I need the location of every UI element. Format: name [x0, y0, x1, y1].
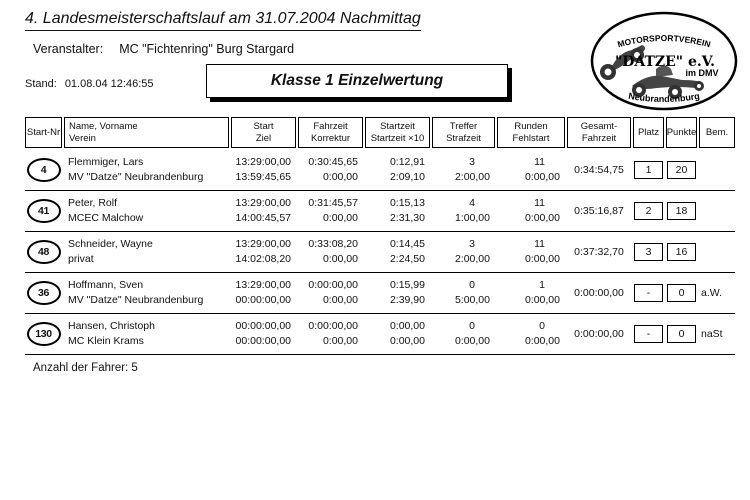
bem-value: naSt	[701, 327, 723, 340]
driver-name: Hoffmann, Sven	[68, 279, 144, 291]
stand-label: Stand:	[25, 78, 57, 90]
header-name-verein	[64, 117, 229, 148]
driver-club: MC Klein Krams	[68, 335, 144, 347]
korrektur-value: 0:00,00	[322, 294, 358, 306]
fahrzeit-cell	[298, 319, 363, 349]
punkte-box: 0	[667, 284, 696, 302]
table-row	[25, 314, 735, 355]
startzeit-value: 0:00,00	[389, 320, 425, 332]
platz-cell	[633, 284, 664, 302]
start-ziel-cell	[231, 319, 296, 349]
gesamt-value: 0:34:54,75	[574, 163, 624, 176]
treffer-cell	[432, 278, 495, 308]
treffer-cell	[432, 196, 495, 226]
header-text: Gesamt-	[580, 120, 618, 132]
header-start-ziel	[231, 117, 296, 148]
header-treffer	[432, 117, 495, 148]
ziel-value: 14:00:45,57	[235, 212, 291, 224]
startnr-badge: 36	[27, 281, 61, 305]
name-verein-cell	[64, 237, 229, 267]
runden-value: 11	[534, 238, 545, 250]
startzeit-value: 0:14,45	[389, 238, 425, 250]
class-title-box	[206, 64, 508, 98]
strafzeit-value: 5:00,00	[454, 294, 490, 306]
start-ziel-cell	[231, 196, 296, 226]
startnr-badge: 41	[27, 199, 61, 223]
header-punkte	[666, 117, 697, 148]
table-row	[25, 273, 735, 314]
start-ziel-cell	[231, 278, 296, 308]
fahrzeit-cell	[298, 196, 363, 226]
punkte-cell	[666, 202, 697, 220]
gesamt-value: 0:00:00,00	[574, 286, 624, 299]
runden-cell	[497, 237, 565, 267]
header-startzeit	[365, 117, 430, 148]
driver-club: MV "Datze" Neubrandenburg	[68, 294, 204, 306]
gesamt-value: 0:35:16,87	[574, 204, 624, 217]
treffer-value: 3	[469, 156, 475, 168]
startzeit10-value: 2:24,50	[389, 253, 425, 265]
results-table	[25, 117, 735, 355]
startzeit10-value: 2:09,10	[389, 171, 425, 183]
platz-box: 3	[634, 243, 663, 261]
bem-cell	[699, 327, 735, 342]
organizer-label: Veranstalter:	[33, 42, 104, 56]
fehlstart-value: 0:00,00	[524, 212, 560, 224]
driver-name: Hansen, Christoph	[68, 320, 155, 332]
strafzeit-value: 2:00,00	[454, 171, 490, 183]
header-fahrzeit	[298, 117, 363, 148]
platz-box: 2	[634, 202, 663, 220]
startzeit-cell	[365, 278, 430, 308]
start-value: 13:29:00,00	[235, 279, 291, 291]
startzeit-value: 0:12,91	[389, 156, 425, 168]
header-text: Fehlstart	[512, 132, 550, 144]
gesamt-cell	[567, 163, 631, 178]
punkte-cell	[666, 284, 697, 302]
korrektur-value: 0:00,00	[322, 253, 358, 265]
gesamt-cell	[567, 286, 631, 301]
club-logo-graphic	[586, 8, 744, 114]
platz-cell	[633, 202, 664, 220]
startzeit-cell	[365, 196, 430, 226]
header-text: Verein	[69, 132, 96, 144]
startzeit-value: 0:15,13	[389, 197, 425, 209]
organizer-line	[33, 42, 294, 56]
status-line	[25, 78, 154, 90]
runden-cell	[497, 319, 565, 349]
runden-value: 1	[539, 279, 545, 291]
runden-cell	[497, 278, 565, 308]
start-ziel-cell	[231, 237, 296, 267]
header-text: Startzeit ×10	[370, 132, 425, 144]
startnr-badge: 4	[27, 158, 61, 182]
fahrzeit-value: 0:31:45,57	[308, 197, 358, 209]
gesamt-cell	[567, 245, 631, 260]
table-row	[25, 232, 735, 273]
stand-timestamp: 01.08.04 12:46:55	[64, 78, 154, 90]
driver-name: Flemmiger, Lars	[68, 156, 144, 168]
header-text: Fahrzeit	[581, 132, 617, 144]
startzeit-cell	[365, 319, 430, 349]
start-value: 13:29:00,00	[235, 156, 291, 168]
strafzeit-value: 2:00,00	[454, 253, 490, 265]
fahrzeit-value: 0:30:45,65	[308, 156, 358, 168]
runden-value: 11	[534, 197, 545, 209]
class-title: Klasse 1 Einzelwertung	[270, 72, 444, 89]
name-verein-cell	[64, 319, 229, 349]
startzeit-cell	[365, 237, 430, 267]
fahrzeit-cell	[298, 237, 363, 267]
header-platz	[633, 117, 664, 148]
start-value: 00:00:00,00	[235, 320, 291, 332]
header-text: Korrektur	[310, 132, 351, 144]
fahrzeit-cell	[298, 155, 363, 185]
table-row	[25, 150, 735, 191]
header-gesamt	[567, 117, 631, 148]
treffer-value: 3	[469, 238, 475, 250]
korrektur-value: 0:00,00	[322, 212, 358, 224]
ziel-value: 14:02:08,20	[235, 253, 291, 265]
startzeit-value: 0:15,99	[389, 279, 425, 291]
runden-cell	[497, 196, 565, 226]
fahrzeit-value: 0:00:00,00	[308, 320, 358, 332]
logo-text-city: Neubrandenburg	[627, 90, 701, 105]
startnr-cell	[25, 199, 62, 223]
fahrzeit-cell	[298, 278, 363, 308]
platz-box: 1	[634, 161, 663, 179]
table-row	[25, 191, 735, 232]
treffer-cell	[432, 237, 495, 267]
table-body	[25, 150, 735, 355]
fahrzeit-value: 0:00:00,00	[308, 279, 358, 291]
startnr-cell	[25, 281, 62, 305]
header-text: Fahrzeit	[313, 120, 348, 132]
header-text: Start	[253, 120, 274, 132]
korrektur-value: 0:00,00	[322, 171, 358, 183]
driver-count: Anzahl der Fahrer: 5	[33, 362, 138, 374]
fahrzeit-value: 0:33:08,20	[308, 238, 358, 250]
driver-club: privat	[68, 253, 94, 265]
bem-value: a.W.	[701, 286, 723, 299]
punkte-box: 20	[667, 161, 696, 179]
startnr-badge: 48	[27, 240, 61, 264]
platz-cell	[633, 325, 664, 343]
header-text: Strafzeit	[446, 132, 481, 144]
startnr-cell	[25, 322, 62, 346]
header-text: Start-Nr	[26, 126, 61, 138]
name-verein-cell	[64, 196, 229, 226]
header-text: Name, Vorname	[69, 120, 138, 132]
gesamt-cell	[567, 327, 631, 342]
ziel-value: 00:00:00,00	[235, 294, 291, 306]
header-text: Platz	[637, 126, 660, 138]
header-text: Runden	[514, 120, 548, 132]
gesamt-cell	[567, 204, 631, 219]
logo-text-verein: MOTORSPORTVEREIN	[616, 32, 712, 50]
startzeit10-value: 2:31,30	[389, 212, 425, 224]
fehlstart-value: 0:00,00	[524, 335, 560, 347]
fehlstart-value: 0:00,00	[524, 253, 560, 265]
startnr-cell	[25, 158, 62, 182]
startzeit10-value: 0:00,00	[389, 335, 425, 347]
punkte-box: 16	[667, 243, 696, 261]
driver-club: MV "Datze" Neubrandenburg	[68, 171, 204, 183]
punkte-cell	[666, 243, 697, 261]
organizer-value: MC "Fichtenring" Burg Stargard	[119, 42, 295, 56]
runden-cell	[497, 155, 565, 185]
treffer-value: 4	[469, 197, 475, 209]
platz-cell	[633, 161, 664, 179]
header-text: Treffer	[449, 120, 478, 132]
header-runden	[497, 117, 565, 148]
treffer-cell	[432, 319, 495, 349]
strafzeit-value: 1:00,00	[454, 212, 490, 224]
club-logo	[586, 8, 744, 119]
table-header-row	[25, 117, 735, 148]
startnr-cell	[25, 240, 62, 264]
header-startnr	[25, 117, 62, 148]
runden-value: 11	[534, 156, 545, 168]
header-text: Ziel	[255, 132, 272, 144]
punkte-cell	[666, 161, 697, 179]
punkte-cell	[666, 325, 697, 343]
ziel-value: 00:00:00,00	[235, 335, 291, 347]
treffer-value: 0	[469, 320, 475, 332]
start-value: 13:29:00,00	[235, 238, 291, 250]
header-bem	[699, 117, 735, 148]
platz-box: -	[634, 284, 663, 302]
punkte-box: 0	[667, 325, 696, 343]
gesamt-value: 0:37:32,70	[574, 245, 624, 258]
startzeit-cell	[365, 155, 430, 185]
strafzeit-value: 0:00,00	[454, 335, 490, 347]
treffer-cell	[432, 155, 495, 185]
name-verein-cell	[64, 278, 229, 308]
gesamt-value: 0:00:00,00	[574, 327, 624, 340]
page-title: 4. Landesmeisterschaftslauf am 31.07.2004 Nachmittag	[25, 10, 421, 31]
platz-box: -	[634, 325, 663, 343]
header-text: Punkte	[666, 126, 697, 138]
driver-name: Peter, Rolf	[68, 197, 118, 209]
logo-text-dmv: im DMV	[685, 68, 719, 78]
punkte-box: 18	[667, 202, 696, 220]
driver-name: Schneider, Wayne	[68, 238, 153, 250]
startzeit10-value: 2:39,90	[389, 294, 425, 306]
treffer-value: 0	[469, 279, 475, 291]
fehlstart-value: 0:00,00	[524, 171, 560, 183]
bem-cell	[699, 286, 735, 301]
korrektur-value: 0:00,00	[322, 335, 358, 347]
runden-value: 0	[539, 320, 545, 332]
logo-text-name: "DATZE" e.V.	[614, 54, 716, 70]
name-verein-cell	[64, 155, 229, 185]
ziel-value: 13:59:45,65	[235, 171, 291, 183]
startnr-badge: 130	[27, 322, 61, 346]
fehlstart-value: 0:00,00	[524, 294, 560, 306]
start-ziel-cell	[231, 155, 296, 185]
header-text: Bem.	[705, 126, 729, 138]
platz-cell	[633, 243, 664, 261]
header-text: Startzeit	[380, 120, 415, 132]
start-value: 13:29:00,00	[235, 197, 291, 209]
driver-club: MCEC Malchow	[68, 212, 144, 224]
